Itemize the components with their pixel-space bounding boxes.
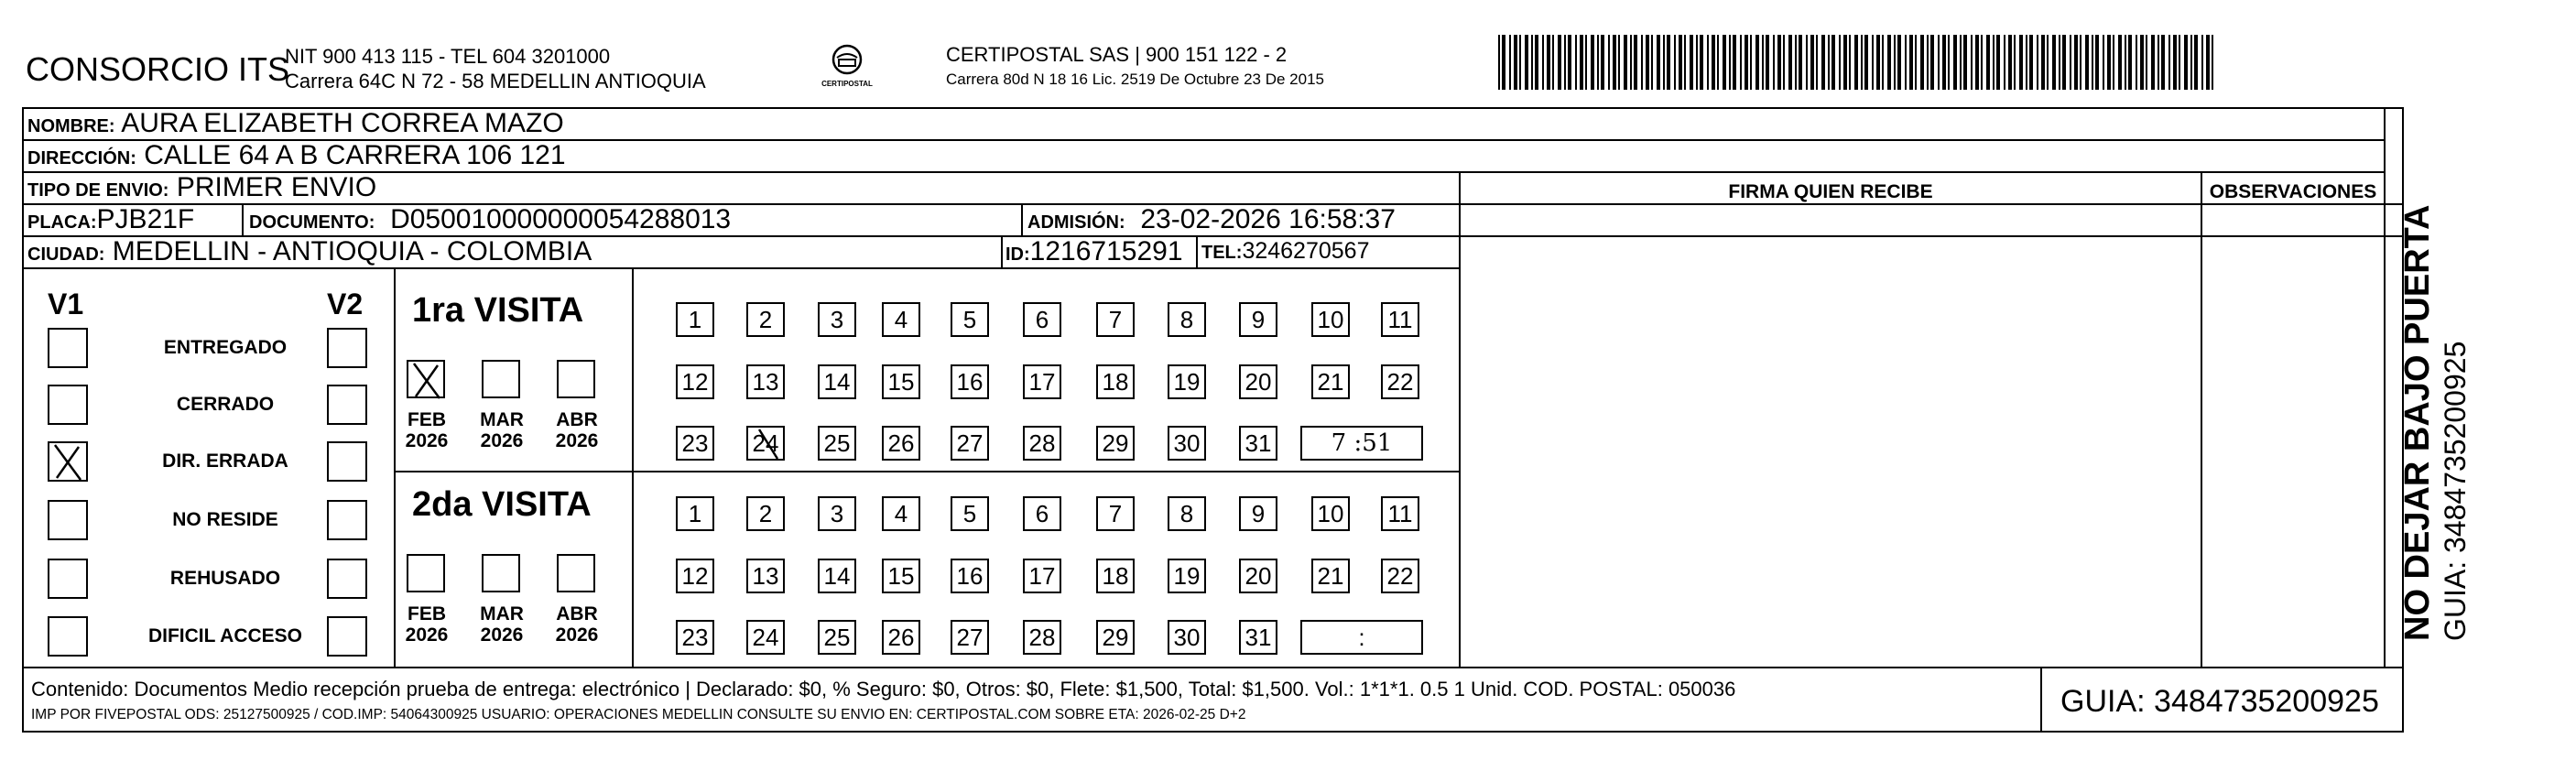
barcode-bar [1684,35,1686,90]
barcode-bar [1634,35,1637,90]
day-checkbox[interactable]: 25 [818,426,856,461]
admision-value: 23-02-2026 16:58:37 [1140,204,1396,234]
day-checkbox[interactable]: 18 [1096,364,1135,399]
day-checkbox[interactable]: 19 [1168,559,1206,593]
barcode-bar [2190,35,2192,90]
barcode-bar [1750,35,1752,90]
v2-checkbox[interactable] [327,441,367,482]
barcode-bar [2059,35,2060,90]
tipo-envio-row [27,174,376,201]
day-checkbox[interactable]: 26 [882,620,920,655]
day-checkbox[interactable]: 16 [951,364,989,399]
brand-name: CONSORCIO ITS [26,50,290,88]
day-checkbox[interactable]: 29 [1096,620,1135,655]
barcode-bar [1981,35,1983,90]
barcode-bar [1729,35,1731,90]
tel-label: TEL: [1201,243,1243,263]
barcode-bar [1887,35,1891,90]
side-notice-block [2397,205,2473,641]
day-checkbox[interactable]: 5 [951,496,989,531]
barcode-bar [1707,35,1709,90]
month-year: 2026 [405,430,449,451]
barcode-bar [1630,35,1632,90]
logo-text: CERTIPOSTAL [821,80,873,88]
barcode-bar [1773,35,1775,90]
barcode-bar [2095,35,2099,90]
firma-header: FIRMA QUIEN RECIBE [1728,181,1933,202]
barcode-bar [1657,35,1660,90]
barcode-bar [1597,35,1599,90]
barcode-bar [1601,35,1604,90]
v1-header: V1 [48,288,84,320]
barcode-bar [1608,35,1610,90]
day-checkbox[interactable]: 28 [1023,426,1061,461]
day-checkbox[interactable]: 6 [1023,496,1061,531]
barcode-bar [2014,35,2016,90]
barcode-bar [1575,35,1577,90]
day-checkbox[interactable]: 1 [676,496,714,531]
barcode-bar [1674,35,1676,90]
footer-impresion: IMP POR FIVEPOSTAL ODS: 25127500925 / COD.IMP: 54064300925 USUARIO: OPERACIONES MEDELLIN CONSULTE SU ENVIO EN: CERTIPOSTAL.COM SOBRE ETA: 2026-02-25 D+2 [31,707,1246,722]
barcode-bar [1624,35,1627,90]
barcode-bar [2158,35,2159,90]
company-address: Carrera 64C N 72 - 58 MEDELLIN ANTIOQUIA [285,70,706,92]
footer-guia-number: 3484735200925 [2154,684,2379,719]
barcode-bar [1938,35,1940,90]
carrier-nit: CERTIPOSTAL SAS | 900 151 122 - 2 [946,43,1288,66]
barcode-bar [1717,35,1719,90]
admision-field [1027,206,1396,233]
observaciones-header: OBSERVACIONES [2209,181,2377,202]
barcode-bar [2107,35,2111,90]
day-checkbox[interactable]: 27 [951,426,989,461]
carrier-info [946,42,1324,92]
barcode-bar [2062,35,2066,90]
day-checkbox[interactable]: 24 [746,620,785,655]
day-checkbox[interactable]: 11 [1381,302,1419,337]
barcode-bar [1580,35,1583,90]
month-name: FEB [408,603,446,624]
barcode-bar [2118,35,2122,90]
tel-field [1201,240,1369,263]
barcode-bar [1514,35,1517,90]
month-checkbox[interactable] [557,554,595,592]
visit-time-field[interactable]: 7 :51 [1300,426,1423,461]
day-checkbox[interactable]: 17 [1023,364,1061,399]
barcode-bar [1667,35,1670,90]
barcode-bar [2008,35,2012,90]
barcode-bar [1618,35,1620,90]
v1-checkbox[interactable] [48,441,88,482]
barcode-bar [1690,35,1693,90]
barcode-bar [2194,35,2198,90]
ciudad-field [27,238,592,266]
barcode-bar [1927,35,1929,90]
day-checkbox[interactable]: 4 [882,496,920,531]
barcode-bar [2113,35,2114,90]
month-checkbox[interactable] [482,554,520,592]
day-checkbox[interactable]: 26 [882,426,920,461]
tracking-barcode [1498,35,2222,90]
day-checkbox[interactable]: 2 [746,302,785,337]
barcode-bar [1930,35,1934,90]
v1-checkbox[interactable] [48,616,88,657]
ciudad-label: CIUDAD: [27,244,105,265]
barcode-bar [1613,35,1616,90]
day-checkbox[interactable]: 24 [746,426,785,461]
day-checkbox[interactable]: 10 [1311,496,1350,531]
day-checkbox[interactable]: 14 [818,364,856,399]
day-checkbox[interactable]: 23 [676,426,714,461]
day-checkbox[interactable]: 25 [818,620,856,655]
barcode-bar [1745,35,1748,90]
barcode-bar [2037,35,2038,90]
barcode-bar [1915,35,1917,90]
barcode-bar [1986,35,1990,90]
barcode-bar [1920,35,1924,90]
barcode-bar [1849,35,1851,90]
barcode-bar [1700,35,1703,90]
day-checkbox[interactable]: 10 [1311,302,1350,337]
status-option-label: NO RESIDE [172,509,278,530]
barcode-bar [1498,35,1500,90]
barcode-bar [1568,35,1571,90]
placa-value: PJB21F [96,204,195,234]
day-checkbox[interactable]: 12 [676,559,714,593]
day-checkbox[interactable]: 9 [1239,496,1277,531]
status-option-label: REHUSADO [169,568,281,589]
month-label [474,409,529,451]
barcode-bar [2184,35,2188,90]
barcode-bar [1509,35,1511,90]
day-checkbox[interactable]: 8 [1168,496,1206,531]
barcode-bar [1783,35,1785,90]
v2-checkbox[interactable] [327,616,367,657]
month-checkbox[interactable] [482,360,520,398]
barcode-bar [1740,35,1742,90]
barcode-bar [2206,35,2210,90]
month-checkbox[interactable] [407,360,445,398]
day-checkbox[interactable]: 13 [746,364,785,399]
day-checkbox[interactable]: 18 [1096,559,1135,593]
barcode-bar [2029,35,2033,90]
day-checkbox[interactable]: 13 [746,559,785,593]
barcode-bar [1963,35,1967,90]
barcode-bar [1552,35,1554,90]
barcode-bar [1810,35,1814,90]
v2-header: V2 [327,288,364,320]
barcode-bar [1535,35,1538,90]
v1-checkbox[interactable] [48,500,88,540]
barcode-bar [1712,35,1715,90]
barcode-bar [1646,35,1649,90]
month-checkbox[interactable] [407,554,445,592]
barcode-bar [1828,35,1830,90]
barcode-bar [1591,35,1594,90]
barcode-bar [2085,35,2089,90]
barcode-bar [1542,35,1544,90]
barcode-bar [2074,35,2078,90]
documento-label: DOCUMENTO: [249,212,375,233]
barcode-bar [1806,35,1808,90]
barcode-bar [2052,35,2056,90]
tel-value: 3246270567 [1242,238,1370,264]
barcode-bar [1679,35,1682,90]
carrier-license: Carrera 80d N 18 16 Lic. 2519 De Octubre 23 De 2015 [946,71,1324,88]
barcode-bar [1993,35,1994,90]
barcode-bar [2161,35,2165,90]
side-notice: NO DEJAR BAJO PUERTA [2398,204,2437,641]
status-option-label: ENTREGADO [163,337,288,358]
id-field [1005,238,1183,266]
barcode-bar [1788,35,1792,90]
barcode-bar [2151,35,2155,90]
day-checkbox[interactable]: 12 [676,364,714,399]
certipostal-logo [815,41,879,92]
barcode-bar [1799,35,1802,90]
barcode-bar [1663,35,1665,90]
month-year: 2026 [405,624,449,646]
documento-field [249,206,731,233]
barcode-bar [1953,35,1957,90]
barcode-bar [1651,35,1653,90]
v1-checkbox[interactable] [48,559,88,599]
barcode-bar [1762,35,1764,90]
barcode-bar [1894,35,1896,90]
footer-contenido: Contenido: Documentos Medio recepción prueba de entrega: electrónico | Declarado: $0, % Seguro: $0, Otros: $0, Flete: $1,500, Total: $1,500. Vol.: 1*1*1. 0.5 1 Unid. COD. POSTAL: 050036 [31,678,1736,700]
barcode-bar [2168,35,2170,90]
barcode-bar [1905,35,1907,90]
month-name: ABR [556,603,598,624]
barcode-bar [1531,35,1533,90]
month-name: MAR [480,409,524,430]
recipient-name: AURA ELIZABETH CORREA MAZO [121,108,564,138]
status-option-label: DIR. ERRADA [162,451,288,472]
barcode-bar [1564,35,1566,90]
day-checkbox[interactable]: 15 [882,559,920,593]
day-checkbox[interactable]: 30 [1168,620,1206,655]
day-checkbox[interactable]: 22 [1381,559,1419,593]
barcode-bar [1872,35,1874,90]
day-checkbox[interactable]: 7 [1096,496,1135,531]
barcode-bar [1948,35,1950,90]
ciudad-value: MEDELLIN - ANTIOQUIA - COLOMBIA [112,236,592,266]
side-guia-number: 3484735200925 [2439,341,2472,553]
company-info [285,44,706,93]
visit1-title: 1ra VISITA [412,291,584,330]
day-checkbox[interactable]: 16 [951,559,989,593]
visit2-title: 2da VISITA [412,485,592,524]
footer-guia [2060,684,2379,720]
day-checkbox[interactable]: 31 [1239,426,1277,461]
barcode-bar [1897,35,1901,90]
month-label [549,409,604,451]
direccion-row [27,142,566,169]
barcode-bar [2179,35,2180,90]
barcode-bar [2103,35,2104,90]
barcode-bar [1882,35,1884,90]
barcode-bar [1909,35,1913,90]
barcode-bar [1547,35,1550,90]
barcode-bar [2173,35,2177,90]
day-checkbox[interactable]: 14 [818,559,856,593]
month-label [399,409,454,451]
barcode-bar [2047,35,2049,90]
day-checkbox[interactable]: 29 [1096,426,1135,461]
documento-value: D050010000000054288013 [390,204,732,234]
barcode-bar [2019,35,2023,90]
admision-label: ADMISIÓN: [1027,212,1125,233]
month-label [549,603,604,646]
v2-checkbox[interactable] [327,385,367,425]
barcode-bar [1975,35,1979,90]
barcode-bar [2212,35,2213,90]
barcode-bar [1854,35,1858,90]
day-checkbox[interactable]: 30 [1168,426,1206,461]
barcode-bar [1843,35,1847,90]
nombre-label: NOMBRE: [27,116,115,136]
barcode-bar [2125,35,2126,90]
day-checkbox[interactable]: 11 [1381,496,1419,531]
barcode-bar [1971,35,1973,90]
barcode-bar [2136,35,2137,90]
day-checkbox[interactable]: 8 [1168,302,1206,337]
side-guia [2438,205,2473,641]
day-checkbox[interactable]: 22 [1381,364,1419,399]
barcode-bar [1816,35,1818,90]
day-checkbox[interactable]: 20 [1239,559,1277,593]
day-checkbox[interactable]: 21 [1311,364,1350,399]
day-checkbox[interactable]: 1 [676,302,714,337]
barcode-bar [1502,35,1505,90]
visit-time-field[interactable]: : [1300,620,1423,655]
day-checkbox[interactable]: 19 [1168,364,1206,399]
barcode-bar [1585,35,1587,90]
month-year: 2026 [480,624,524,646]
day-checkbox[interactable]: 21 [1311,559,1350,593]
day-checkbox[interactable]: 20 [1239,364,1277,399]
v1-checkbox[interactable] [48,328,88,368]
barcode-bar [1795,35,1797,90]
day-checkbox[interactable]: 3 [818,302,856,337]
barcode-bar [1864,35,1868,90]
barcode-bar [1755,35,1759,90]
barcode-bar [1821,35,1825,90]
day-checkbox[interactable]: 4 [882,302,920,337]
barcode-bar [2201,35,2203,90]
barcode-bar [2140,35,2144,90]
v2-checkbox[interactable] [327,328,367,368]
day-checkbox[interactable]: 15 [882,364,920,399]
placa-field [27,206,194,233]
tipo-envio-label: TIPO DE ENVIO: [27,180,169,201]
v2-checkbox[interactable] [327,500,367,540]
day-checkbox[interactable]: 2 [746,496,785,531]
barcode-bar [1558,35,1561,90]
barcode-bar [1525,35,1528,90]
barcode-bar [2092,35,2093,90]
footer-guia-label: GUIA: [2060,684,2146,719]
status-option-label: CERRADO [176,394,275,415]
barcode-bar [1861,35,1863,90]
barcode-bar [1996,35,2000,90]
v1-checkbox[interactable] [48,385,88,425]
barcode-bar [2070,35,2071,90]
barcode-bar [1519,35,1521,90]
barcode-bar [1942,35,1946,90]
barcode-bar [1876,35,1880,90]
barcode-bar [2080,35,2081,90]
day-checkbox[interactable]: 27 [951,620,989,655]
barcode-bar [1641,35,1643,90]
barcode-bar [1766,35,1769,90]
company-nit: NIT 900 413 115 - TEL 604 3201000 [285,45,611,68]
month-label [474,603,529,646]
day-checkbox[interactable]: 6 [1023,302,1061,337]
tipo-envio-value: PRIMER ENVIO [176,172,377,202]
day-checkbox[interactable]: 3 [818,496,856,531]
barcode-bar [2128,35,2132,90]
barcode-bar [2004,35,2005,90]
month-name: ABR [556,409,598,430]
barcode-bar [1831,35,1835,90]
nombre-row [27,110,564,137]
day-checkbox[interactable]: 23 [676,620,714,655]
barcode-bar [1696,35,1698,90]
day-checkbox[interactable]: 31 [1239,620,1277,655]
month-checkbox[interactable] [557,360,595,398]
month-label [399,603,454,646]
barcode-bar [2026,35,2027,90]
id-label: ID: [1005,244,1030,265]
month-year: 2026 [555,430,599,451]
month-year: 2026 [555,624,599,646]
day-checkbox[interactable]: 17 [1023,559,1061,593]
direccion-label: DIRECCIÓN: [27,148,136,168]
month-name: MAR [480,603,524,624]
barcode-bar [2146,35,2147,90]
day-checkbox[interactable]: 5 [951,302,989,337]
barcode-bar [1777,35,1781,90]
barcode-bar [1839,35,1841,90]
side-guia-label: GUIA: [2439,560,2472,641]
month-year: 2026 [480,430,524,451]
recipient-address: CALLE 64 A B CARRERA 106 121 [144,140,566,170]
barcode-bar [2041,35,2045,90]
month-name: FEB [408,409,446,430]
day-checkbox[interactable]: 7 [1096,302,1135,337]
barcode-bar [1723,35,1726,90]
day-checkbox[interactable]: 28 [1023,620,1061,655]
status-option-label: DIFICIL ACCESO [147,625,302,646]
v2-checkbox[interactable] [327,559,367,599]
placa-label: PLACA: [27,212,97,233]
barcode-bar [1733,35,1736,90]
barcode-bar [1960,35,1962,90]
day-checkbox[interactable]: 9 [1239,302,1277,337]
id-value: 1216715291 [1029,236,1183,266]
